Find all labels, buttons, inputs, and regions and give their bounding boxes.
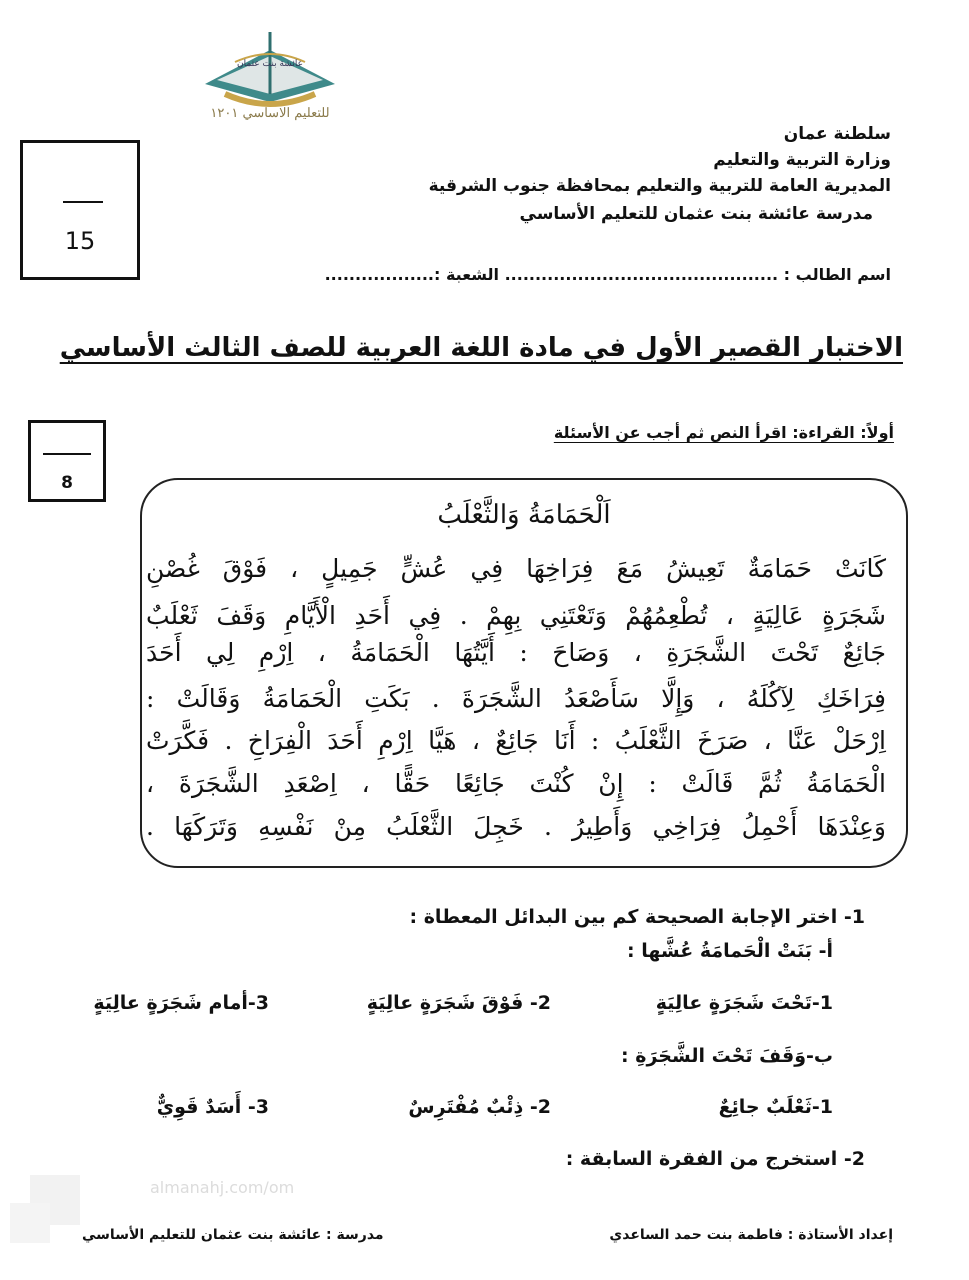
question-2-prompt: 2- استخرج من الفقرة السابقة : xyxy=(565,1148,865,1170)
exam-title: الاختبار القصير الأول في مادة اللغة العربية للصف الثالث الأساسي xyxy=(59,333,903,363)
passage-line: شَجَرَةٍ عَالِيَةٍ ، تُطْعِمُهُمْ وَتَعْتَنِي بِهِمْ . فِي أَحَدِ الْأَيَّامِ وَقَفَ ثَعْلَبٌ xyxy=(146,601,886,630)
logo-caption: للتعليم الاساسي ١٢٠١ xyxy=(210,106,330,121)
q1b-option-2[interactable]: 2- ذِئْبٌ مُفْتَرِسٌ xyxy=(408,1096,551,1118)
watermark-text: almanahj.com/om xyxy=(150,1178,295,1197)
passage-line: اِرْحَلْ عَنَّا ، صَرَخَ الثَّعْلَبُ : أَنَا جَائِعٌ ، هَيَّا اِرْمِ أَحَدَ الْفِرَاخِ . فَكَّرَتْ xyxy=(146,726,886,755)
logo-ribbon-text: عائشة بنت عثمان xyxy=(237,59,303,69)
passage-line: وَعِنْدَهَا أَحْمِلُ فِرَاخِي وَأَطِيرُ . خَجِلَ الثَّعْلَبُ مِنْ نَفْسِهِ وَتَرَكَهَا . xyxy=(146,812,886,841)
total-score-value: 15 xyxy=(64,227,96,255)
q1b-option-3[interactable]: 3- أَسَدٌ قَوِيٌّ xyxy=(156,1096,269,1118)
q1a-option-2[interactable]: 2- فَوْقَ شَجَرَةٍ عالِيَةٍ xyxy=(366,992,551,1014)
reading-score-box xyxy=(28,420,106,502)
q1a-option-3[interactable]: 3-أمام شَجَرَةٍ عالِيَةٍ xyxy=(93,992,269,1014)
passage-line: الْحَمَامَةُ ثُمَّ قَالَتْ : إِنْ كُنْتَ جَائِعًا حَقًّا ، اِصْعَدِ الشَّجَرَةَ ، xyxy=(146,769,886,798)
question-1a-prompt: أ- بَنَتْ الْحَمامَةُ عُشَّها : xyxy=(627,940,833,962)
passage-line: فِرَاخَكِ لِآكُلَهُ ، وَإِلَّا سَأَصْعَدُ الشَّجَرَةَ . بَكَتِ الْحَمَامَةُ وَقَالَتْ : xyxy=(146,684,886,713)
student-name-section-line[interactable]: اسم الطالب : ............................................. الشعبة :.................. xyxy=(324,265,891,284)
footer-school: مدرسة : عائشة بنت عثمان للتعليم الأساسي xyxy=(82,1227,384,1243)
question-1-prompt: 1- اختر الإجابة الصحيحة كم بين البدائل المعطاة : xyxy=(409,906,865,928)
header-ministry: وزارة التربية والتعليم xyxy=(713,150,891,170)
header-directorate: المديرية العامة للتربية والتعليم بمحافظة جنوب الشرقية xyxy=(428,176,891,196)
question-1b-prompt: ب-وَقَفَ تَحْتَ الشَّجَرَةِ : xyxy=(621,1045,833,1067)
section-heading-reading: أولاً: القراءة: اقرأ النص ثم أجب عن الأسئلة xyxy=(553,423,894,442)
score-divider xyxy=(43,453,91,455)
footer-prepared-by: إعداد الأستاذة : فاطمة بنت حمد الساعدي xyxy=(609,1227,893,1243)
passage-line: جَائِعٌ تَحْتَ الشَّجَرَةِ ، وَصَاحَ : أَيَّتُهَا الْحَمَامَةُ ، اِرْمِ لِي أَحَدَ xyxy=(146,638,886,667)
passage-title: اَلْحَمَامَةُ وَالثَّعْلَبُ xyxy=(437,500,611,530)
q1b-option-1[interactable]: 1-ثَعْلَبٌ جائِعٌ xyxy=(718,1096,833,1118)
header-country: سلطنة عمان xyxy=(783,124,891,144)
score-divider xyxy=(63,201,103,203)
reading-score-value: 8 xyxy=(61,473,73,493)
total-score-box xyxy=(20,140,140,280)
passage-line: كَانَتْ حَمَامَةٌ تَعِيشُ مَعَ فِرَاخِهَا فِي عُشٍّ جَمِيلٍ ، فَوْقَ غُصْنِ xyxy=(146,554,886,583)
passage-box xyxy=(140,478,908,868)
q1a-option-1[interactable]: 1-تَحْتَ شَجَرَةٍ عالِيَةٍ xyxy=(655,992,833,1014)
header-school: مدرسة عائشة بنت عثمان للتعليم الأساسي xyxy=(519,204,873,224)
